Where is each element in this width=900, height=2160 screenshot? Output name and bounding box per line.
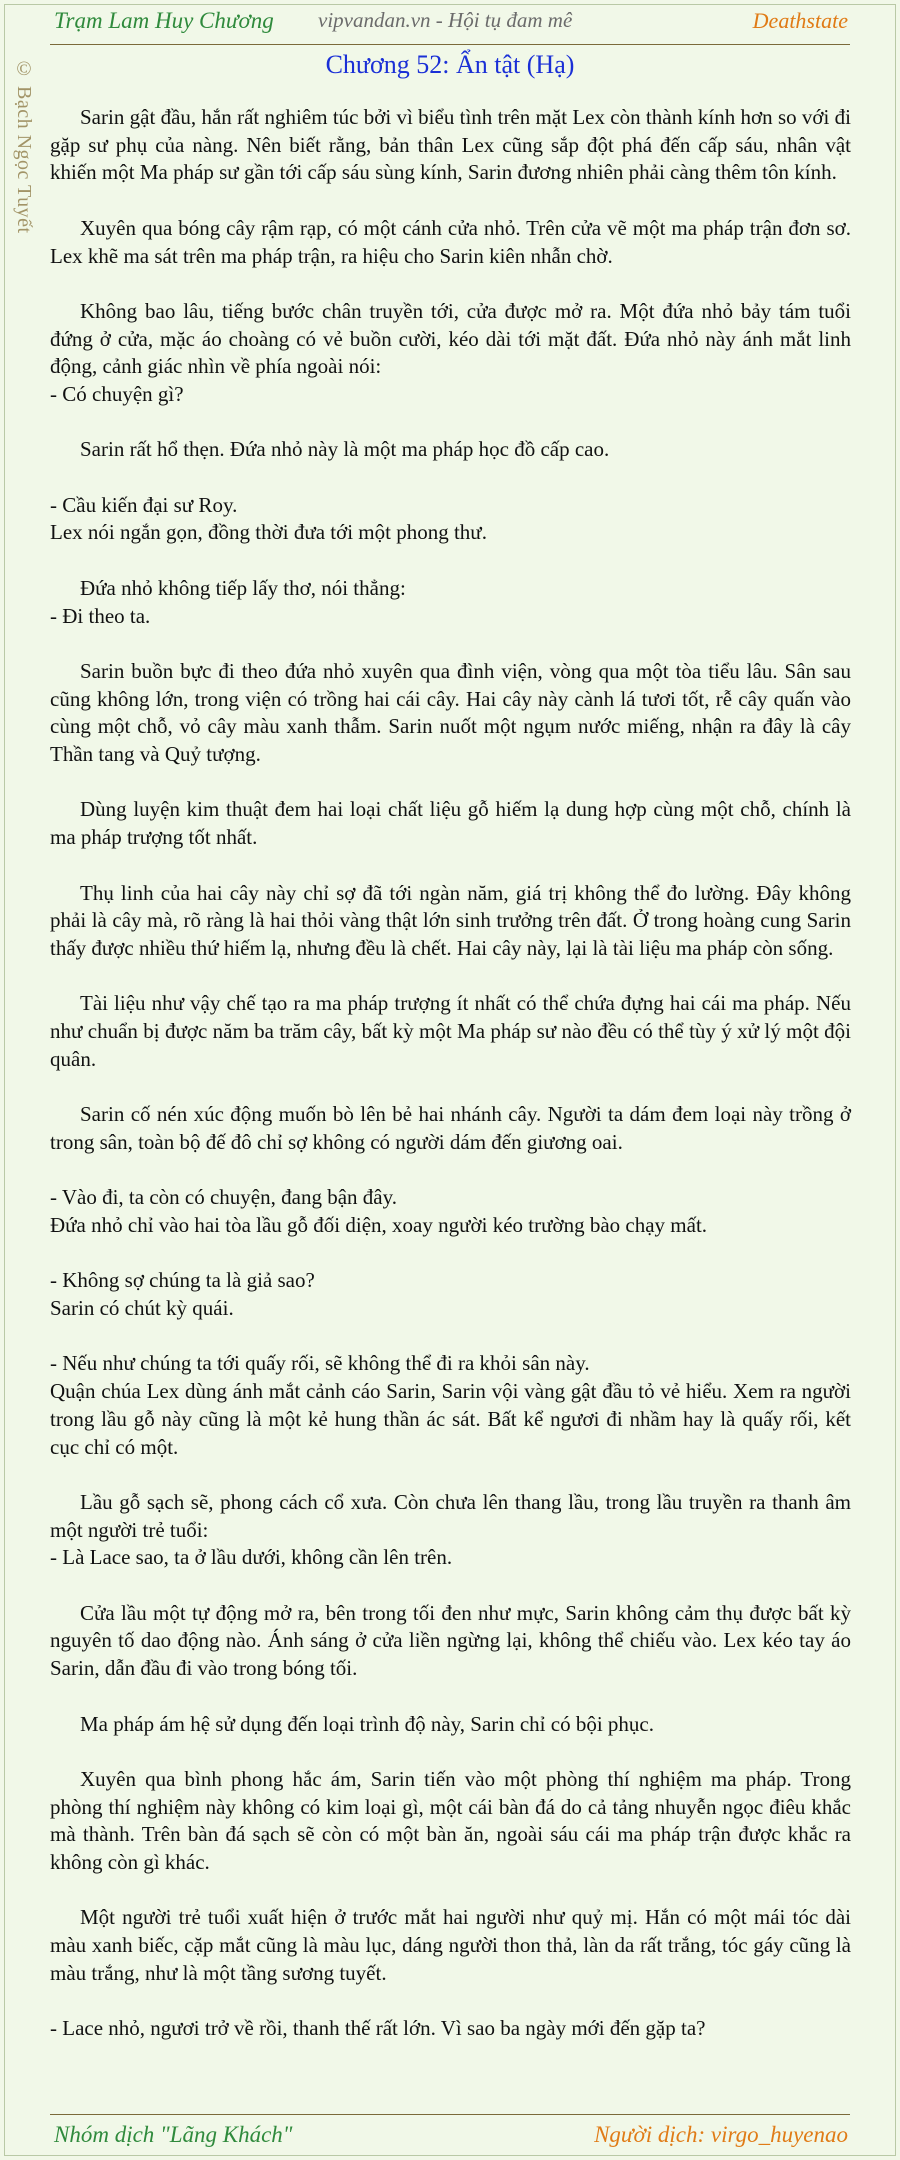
paragraph-text: Dùng luyện kim thuật đem hai loại chất liệu gỗ hiếm lạ dung hợp cùng một chỗ, chính là ma pháp trượng tốt nhất. [50,797,851,850]
paragraph [50,104,851,187]
paragraph [50,1350,851,1461]
paragraph-text: Sarin rất hổ thẹn. Đứa nhỏ này là một ma pháp học đồ cấp cao. [80,437,610,462]
paragraph [50,990,851,1073]
dialogue-line: - Đi theo ta. [50,603,151,628]
paragraph [50,658,851,769]
paragraph [50,1600,851,1683]
paragraph [50,575,851,630]
dialogue-line: - Vào đi, ta còn có chuyện, đang bận đây. [50,1185,397,1210]
paragraph [50,1489,851,1572]
author-name: Deathstate [752,8,848,33]
paragraph-text: Một người trẻ tuổi xuất hiện ở trước mắt hai người như quỷ mị. Hắn có một mái tóc dài màu xanh biếc, cặp mắt cũng là màu lục, dáng người thon thả, làn da rất trắng, tóc gáy cũng là màu trắng, như là một tầng sương tuyết. [50,1905,851,1985]
page-header [0,0,900,46]
dialogue-line: - Không sợ chúng ta là giả sao? [50,1268,315,1293]
paragraph-text: Tài liệu như vậy chế tạo ra ma pháp trượng ít nhất có thể chứa đựng hai cái ma pháp. Nếu như chuẩn bị được năm ba trăm cây, bất kỳ một Ma pháp sư nào đều có thể tùy ý xử lý một đội quân. [50,991,851,1071]
paragraph [50,796,851,851]
paragraph [50,2015,851,2043]
chapter-title: Chương 52: Ẩn tật (Hạ) [325,50,575,79]
paragraph-text: Đứa nhỏ chỉ vào hai tòa lầu gỗ đối diện, xoay người kéo trường bào chạy mất. [50,1212,708,1237]
dialogue-line: - Là Lace sao, ta ở lầu dưới, không cần lên trên. [50,1545,453,1570]
paragraph [50,1101,851,1156]
series-title: Trạm Lam Huy Chương [54,8,274,33]
paragraph-text: Đứa nhỏ không tiếp lấy thơ, nói thẳng: [80,575,406,600]
paragraph [50,1766,851,1877]
paragraph [50,1184,851,1239]
paragraph-text: Sarin gật đầu, hắn rất nghiêm túc bởi vì biểu tình trên mặt Lex còn thành kính hơn so với đi gặp sư phụ của nàng. Nên biết rằng, bản thân Lex cũng sắp đột phá đến cấp sáu, nhân vật khiến một Ma pháp sư gần tới cấp sáu sùng kính, Sarin đương nhiên phải càng thêm tôn kính. [50,105,851,185]
side-watermark: © Bạch Ngọc Tuyết [13,58,35,234]
paragraph-text: Lex nói ngắn gọn, đồng thời đưa tới một phong thư. [50,520,487,545]
dialogue-line: - Cầu kiến đại sư Roy. [50,492,238,517]
paragraph [50,492,851,547]
paragraph-text: Ma pháp ám hệ sử dụng đến loại trình độ này, Sarin chỉ có bội phục. [80,1711,654,1736]
paragraph [50,436,851,464]
paragraph [50,880,851,963]
paragraph-text: Xuyên qua bóng cây rậm rạp, có một cánh cửa nhỏ. Trên cửa vẽ một ma pháp trận đơn sơ. Lex khẽ ma sát trên ma pháp trận, ra hiệu cho Sarin kiên nhẫn chờ. [50,215,851,268]
paragraph-text: Lầu gỗ sạch sẽ, phong cách cổ xưa. Còn chưa lên thang lầu, trong lầu truyền ra thanh âm một người trẻ tuổi: [50,1489,851,1542]
chapter-body [50,104,851,2071]
paragraph-text: Sarin có chút kỳ quái. [50,1296,234,1321]
paragraph [50,1711,851,1739]
paragraph [50,298,851,409]
paragraph-text: Cửa lầu một tự động mở ra, bên trong tối đen như mực, Sarin không cảm thụ được bất kỳ nguyên tố dao động nào. Ánh sáng ở cửa liền ngừng lại, không thể chiếu vào. Lex kéo tay áo Sarin, dẫn đầu đi vào trong bóng tối. [50,1600,851,1681]
paragraph-text: Xuyên qua bình phong hắc ám, Sarin tiến vào một phòng thí nghiệm ma pháp. Trong phòng thí nghiệm này không có kim loại gì, một cái bàn đá do cả tảng nhuyễn ngọc điêu khắc mà thành. Trên bàn đá sạch sẽ còn có một bàn ăn, ngoài sáu cái ma pháp trận được khắc ra không còn gì khác. [50,1766,851,1875]
dialogue-line: - Nếu như chúng ta tới quấy rối, sẽ không thể đi ra khỏi sân này. [50,1351,590,1376]
paragraph-text: Thụ linh của hai cây này chỉ sợ đã tới ngàn năm, giá trị không thể đo lường. Đây không phải là cây mà, rõ ràng là hai thỏi vàng thật lớn sinh trưởng trên đất. Ở trong hoàng cung Sarin thấy được nhiều thứ hiếm lạ, nhưng đều là chết. Hai cây này, lại là tài liệu ma pháp còn sống. [50,880,851,960]
paragraph-text: Không bao lâu, tiếng bước chân truyền tới, cửa được mở ra. Một đứa nhỏ bảy tám tuổi đứng ở cửa, mặc áo choàng có vẻ buồn cười, kéo dài tới mặt đất. Đứa nhỏ này ánh mắt linh động, cảnh giác nhìn về phía ngoài nói: [50,298,851,379]
header-divider [50,44,850,45]
site-name: vipvandan.vn - Hội tụ đam mê [318,8,573,32]
footer-divider [50,2114,850,2115]
paragraph [50,1267,851,1322]
paragraph-text: Quận chúa Lex dùng ánh mắt cảnh cáo Sarin, Sarin vội vàng gật đầu tỏ vẻ hiểu. Xem ra người trong lầu gỗ này cũng là một kẻ hung thần ác sát. Bất kể ngươi đi nhầm hay là quấy rối, kết cục chỉ có một. [50,1379,851,1459]
dialogue-line: - Có chuyện gì? [50,382,184,406]
page-footer [0,2116,900,2156]
paragraph [50,215,851,270]
paragraph-text: Sarin cố nén xúc động muốn bò lên bẻ hai nhánh cây. Người ta dám đem loại này trồng ở trong sân, toàn bộ đế đô chỉ sợ không có người dám đến giương oai. [50,1102,851,1154]
dialogue-line: - Lace nhỏ, ngươi trở về rồi, thanh thế rất lớn. Vì sao ba ngày mới đến gặp ta? [50,2016,706,2041]
paragraph [50,1904,851,1987]
translator-name: Người dịch: virgo_huyenao [594,2122,848,2147]
paragraph-text: Sarin buồn bực đi theo đứa nhỏ xuyên qua đình viện, vòng qua một tòa tiểu lâu. Sân sau cũng không lớn, trong viện có trồng hai cái cây. Hai cây này cành lá tươi tốt, rễ cây quấn vào cùng một chỗ, vỏ cây màu xanh thẫm. Sarin nuốt một ngụm nước miếng, nhận ra đây là cây Thần tang và Quỷ tượng. [50,658,851,767]
translation-group: Nhóm dịch "Lãng Khách" [54,2122,293,2147]
